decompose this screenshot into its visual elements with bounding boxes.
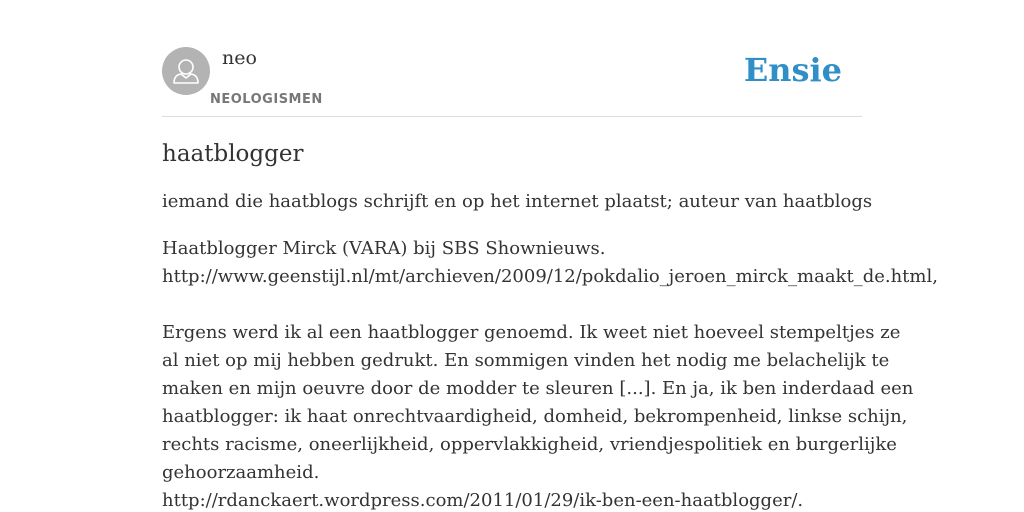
ensie-logo-link[interactable]: Ensie — [743, 51, 842, 89]
example-line: Haatblogger Mirck (VARA) bij SBS Shownieuws. — [162, 238, 606, 259]
example-line: maken en mijn oeuvre door de modder te sleuren [...]. En ja, ik ben inderdaad een — [162, 378, 914, 399]
example-spacer — [162, 291, 902, 319]
example-line: gehoorzaamheid. — [162, 462, 320, 483]
user-avatar[interactable] — [162, 47, 210, 95]
example-line: haatblogger: ik haat onrechtvaardigheid, domheid, bekrompenheid, linkse schijn, — [162, 406, 908, 427]
entry-content — [162, 138, 938, 512]
username-link[interactable]: neo — [222, 47, 257, 69]
example-line: rechts racisme, oneerlijkheid, oppervlakkigheid, vriendjespolitiek en burgerlijke — [162, 434, 897, 455]
example-link: http://www.geenstijl.nl/mt/archieven/2009/12/pokdalio_jeroen_mirck_maakt_de.html, — [162, 266, 938, 287]
example-line: Ergens werd ik al een haatblogger genoemd. Ik weet niet hoeveel stempeltjes ze — [162, 322, 901, 343]
user-silhouette-icon — [162, 47, 210, 95]
example-line: al niet op mij hebben gedrukt. En sommigen vinden het nodig me belachelijk te — [162, 350, 890, 371]
collection-label[interactable]: NEOLOGISMEN — [210, 92, 323, 107]
entry-title: haatblogger — [162, 141, 304, 167]
example-link: http://rdanckaert.wordpress.com/2011/01/29/ik-ben-een-haatblogger/. — [162, 490, 804, 511]
entry-header — [162, 46, 862, 117]
entry-example — [162, 235, 938, 512]
entry-definition: iemand die haatblogs schrijft en op het internet plaatst; auteur van haatblogs — [162, 191, 873, 212]
